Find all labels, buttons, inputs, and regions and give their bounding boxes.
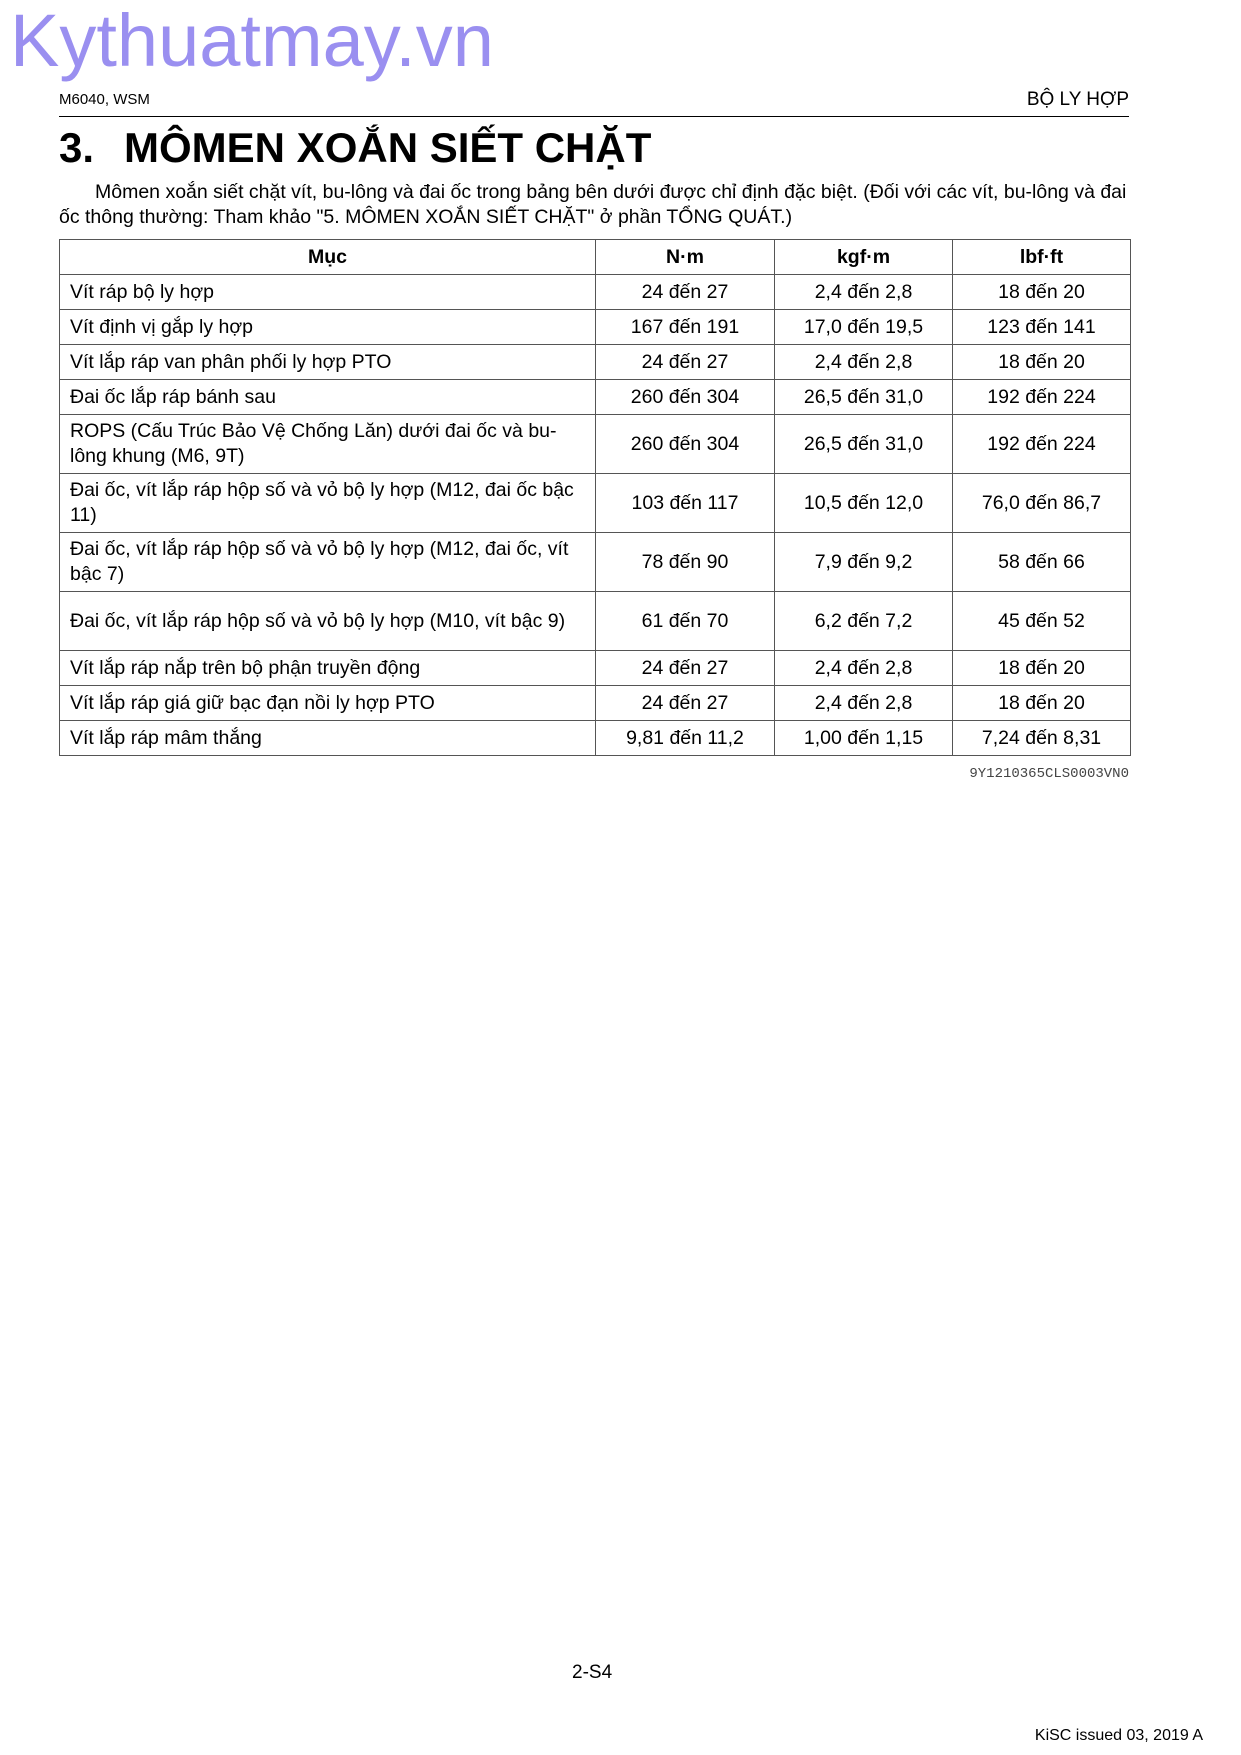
page-number: 2-S4 bbox=[572, 1662, 613, 1683]
column-header: lbf·ft bbox=[953, 240, 1131, 275]
lbfft-cell: 18 đến 20 bbox=[953, 275, 1131, 310]
section-number: 3. bbox=[59, 124, 95, 171]
item-cell: Đai ốc, vít lắp ráp hộp số và vỏ bộ ly hợp (M12, đai ốc, vít bậc 7) bbox=[60, 533, 596, 592]
table-row bbox=[60, 686, 1131, 721]
item-cell: Vít ráp bộ ly hợp bbox=[60, 275, 596, 310]
kgfm-cell: 10,5 đến 12,0 bbox=[775, 474, 953, 533]
item-cell: Vít lắp ráp nắp trên bộ phận truyền động bbox=[60, 651, 596, 686]
kgfm-cell: 2,4 đến 2,8 bbox=[775, 686, 953, 721]
kgfm-cell: 2,4 đến 2,8 bbox=[775, 651, 953, 686]
lbfft-cell: 58 đến 66 bbox=[953, 533, 1131, 592]
kgfm-cell: 7,9 đến 9,2 bbox=[775, 533, 953, 592]
table-row bbox=[60, 310, 1131, 345]
kgfm-cell: 17,0 đến 19,5 bbox=[775, 310, 953, 345]
lbfft-cell: 18 đến 20 bbox=[953, 345, 1131, 380]
table-row bbox=[60, 345, 1131, 380]
kgfm-cell: 26,5 đến 31,0 bbox=[775, 415, 953, 474]
column-header: Mục bbox=[60, 240, 596, 275]
nm-cell: 260 đến 304 bbox=[596, 415, 775, 474]
item-cell: Đai ốc, vít lắp ráp hộp số và vỏ bộ ly hợp (M10, vít bậc 9) bbox=[60, 592, 596, 651]
item-cell: Vít lắp ráp mâm thắng bbox=[60, 721, 596, 756]
document-code: 9Y1210365CLS0003VN0 bbox=[969, 766, 1129, 782]
lbfft-cell: 45 đến 52 bbox=[953, 592, 1131, 651]
lbfft-cell: 192 đến 224 bbox=[953, 415, 1131, 474]
nm-cell: 24 đến 27 bbox=[596, 275, 775, 310]
kgfm-cell: 6,2 đến 7,2 bbox=[775, 592, 953, 651]
nm-cell: 167 đến 191 bbox=[596, 310, 775, 345]
table-row bbox=[60, 275, 1131, 310]
nm-cell: 103 đến 117 bbox=[596, 474, 775, 533]
nm-cell: 78 đến 90 bbox=[596, 533, 775, 592]
issue-info: KiSC issued 03, 2019 A bbox=[1034, 1727, 1203, 1744]
table-row bbox=[60, 592, 1131, 651]
header-model: M6040, WSM bbox=[59, 91, 150, 108]
table-row bbox=[60, 651, 1131, 686]
lbfft-cell: 76,0 đến 86,7 bbox=[953, 474, 1131, 533]
item-cell: Vít lắp ráp van phân phối ly hợp PTO bbox=[60, 345, 596, 380]
lbfft-cell: 7,24 đến 8,31 bbox=[953, 721, 1131, 756]
table-row bbox=[60, 380, 1131, 415]
nm-cell: 9,81 đến 11,2 bbox=[596, 721, 775, 756]
table-row bbox=[60, 415, 1131, 474]
kgfm-cell: 2,4 đến 2,8 bbox=[775, 345, 953, 380]
nm-cell: 24 đến 27 bbox=[596, 651, 775, 686]
header-chapter: BỘ LY HỢP bbox=[1026, 89, 1129, 110]
watermark-logo: Kythuatmay.vn bbox=[10, 0, 494, 82]
item-cell: ROPS (Cấu Trúc Bảo Vệ Chống Lăn) dưới đai ốc và bu-lông khung (M6, 9T) bbox=[60, 415, 596, 474]
column-header: kgf·m bbox=[775, 240, 953, 275]
header-divider bbox=[59, 116, 1129, 117]
kgfm-cell: 26,5 đến 31,0 bbox=[775, 380, 953, 415]
table-row bbox=[60, 721, 1131, 756]
torque-table bbox=[59, 239, 1131, 756]
column-header: N·m bbox=[596, 240, 775, 275]
section-heading: MÔMEN XOẮN SIẾT CHẶT bbox=[124, 124, 652, 171]
nm-cell: 24 đến 27 bbox=[596, 686, 775, 721]
item-cell: Đai ốc, vít lắp ráp hộp số và vỏ bộ ly hợp (M12, đai ốc bậc 11) bbox=[60, 474, 596, 533]
lbfft-cell: 192 đến 224 bbox=[953, 380, 1131, 415]
intro-paragraph: Mômen xoắn siết chặt vít, bu-lông và đai ốc trong bảng bên dưới được chỉ định đặc biệt. (Đối với các vít, bu-lông và đai ốc thông thường: Tham khảo "5. MÔMEN XOẮN SIẾT CHẶT" ở phần TỔNG QUÁT.) bbox=[59, 181, 1127, 228]
lbfft-cell: 18 đến 20 bbox=[953, 686, 1131, 721]
item-cell: Vít lắp ráp giá giữ bạc đạn nồi ly hợp PTO bbox=[60, 686, 596, 721]
lbfft-cell: 123 đến 141 bbox=[953, 310, 1131, 345]
lbfft-cell: 18 đến 20 bbox=[953, 651, 1131, 686]
section-title bbox=[59, 125, 651, 171]
table-row bbox=[60, 533, 1131, 592]
nm-cell: 260 đến 304 bbox=[596, 380, 775, 415]
item-cell: Đai ốc lắp ráp bánh sau bbox=[60, 380, 596, 415]
item-cell: Vít định vị gắp ly hợp bbox=[60, 310, 596, 345]
kgfm-cell: 1,00 đến 1,15 bbox=[775, 721, 953, 756]
nm-cell: 24 đến 27 bbox=[596, 345, 775, 380]
kgfm-cell: 2,4 đến 2,8 bbox=[775, 275, 953, 310]
table-header-row bbox=[60, 240, 1131, 275]
nm-cell: 61 đến 70 bbox=[596, 592, 775, 651]
table-row bbox=[60, 474, 1131, 533]
